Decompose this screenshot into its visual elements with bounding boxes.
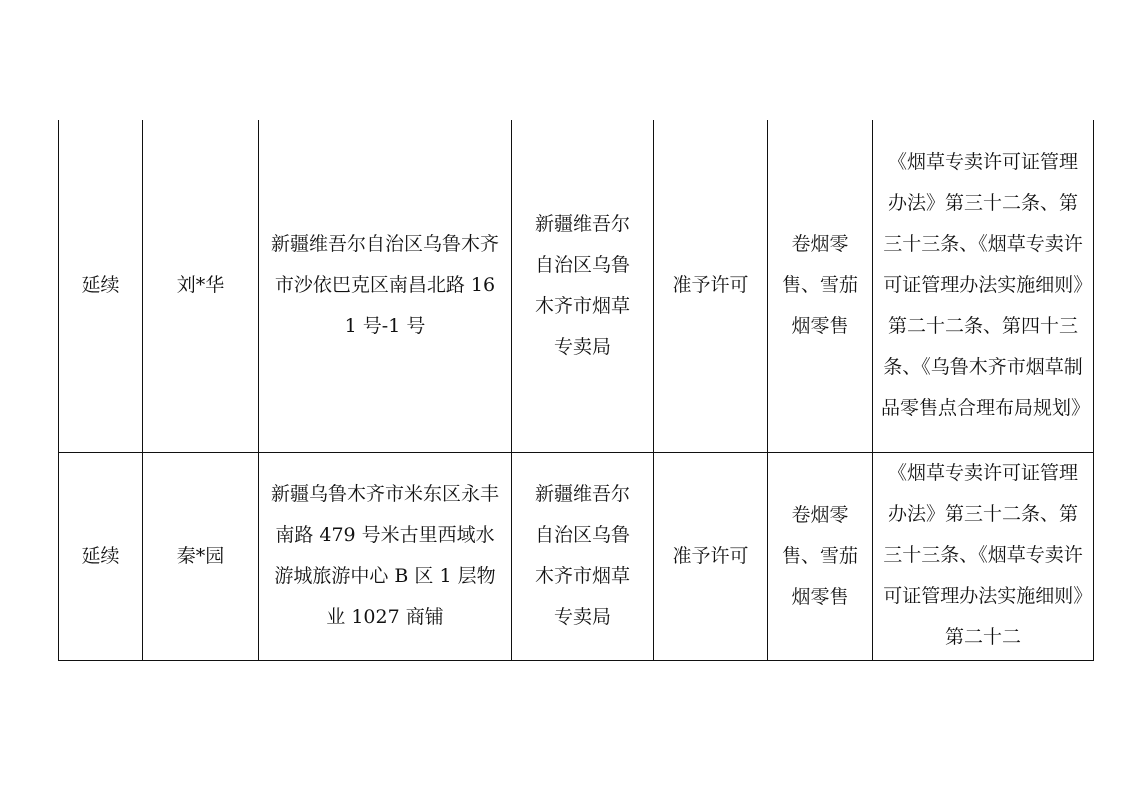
legal-basis-text: 《烟草专卖许可证管理办法》第三十二条、第三十三条、《烟草专卖许可证管理办法实施细则》第二十二 (883, 461, 1083, 648)
cell-decision (654, 452, 768, 660)
issuing-authority-text: 新疆维吾尔自治区乌鲁木齐市烟草专卖局 (534, 483, 630, 628)
cell-business-address (259, 120, 512, 452)
cell-business-scope (768, 120, 873, 452)
cell-decision (654, 120, 768, 452)
cell-license-type (59, 452, 143, 660)
cell-business-scope (768, 452, 873, 660)
cell-legal-basis (873, 452, 1094, 660)
cell-applicant-name (143, 452, 259, 660)
license-type-text: 延续 (81, 544, 120, 567)
applicant-name-text: 秦*园 (176, 544, 225, 567)
cell-issuing-authority (512, 120, 654, 452)
table-row (59, 452, 1094, 660)
decision-text: 准予许可 (672, 274, 749, 297)
business-address-text: 新疆维吾尔自治区乌鲁木齐市沙依巴克区南昌北路 161 号-1 号 (270, 233, 499, 338)
business-scope-text: 卷烟零售、雪茄烟零售 (781, 503, 858, 608)
license-type-text: 延续 (81, 274, 120, 297)
decision-text: 准予许可 (672, 544, 749, 567)
business-address-text: 新疆乌鲁木齐市米东区永丰南路 479 号米古里西域水游城旅游中心 B 区 1 层物业 1027 商铺 (270, 483, 499, 628)
cell-license-type (59, 120, 143, 452)
license-table (58, 120, 1094, 661)
cell-legal-basis (873, 120, 1094, 452)
business-scope-text: 卷烟零售、雪茄烟零售 (781, 233, 858, 338)
cell-applicant-name (143, 120, 259, 452)
issuing-authority-text: 新疆维吾尔自治区乌鲁木齐市烟草专卖局 (534, 212, 630, 358)
table-row (59, 120, 1094, 452)
legal-basis-text: 《烟草专卖许可证管理办法》第三十二条、第三十三条、《烟草专卖许可证管理办法实施细则》第二十二条、第四十三条、《乌鲁木齐市烟草制品零售点合理布局规划》 (881, 151, 1091, 420)
cell-issuing-authority (512, 452, 654, 660)
applicant-name-text: 刘*华 (176, 274, 225, 297)
cell-business-address (259, 452, 512, 660)
